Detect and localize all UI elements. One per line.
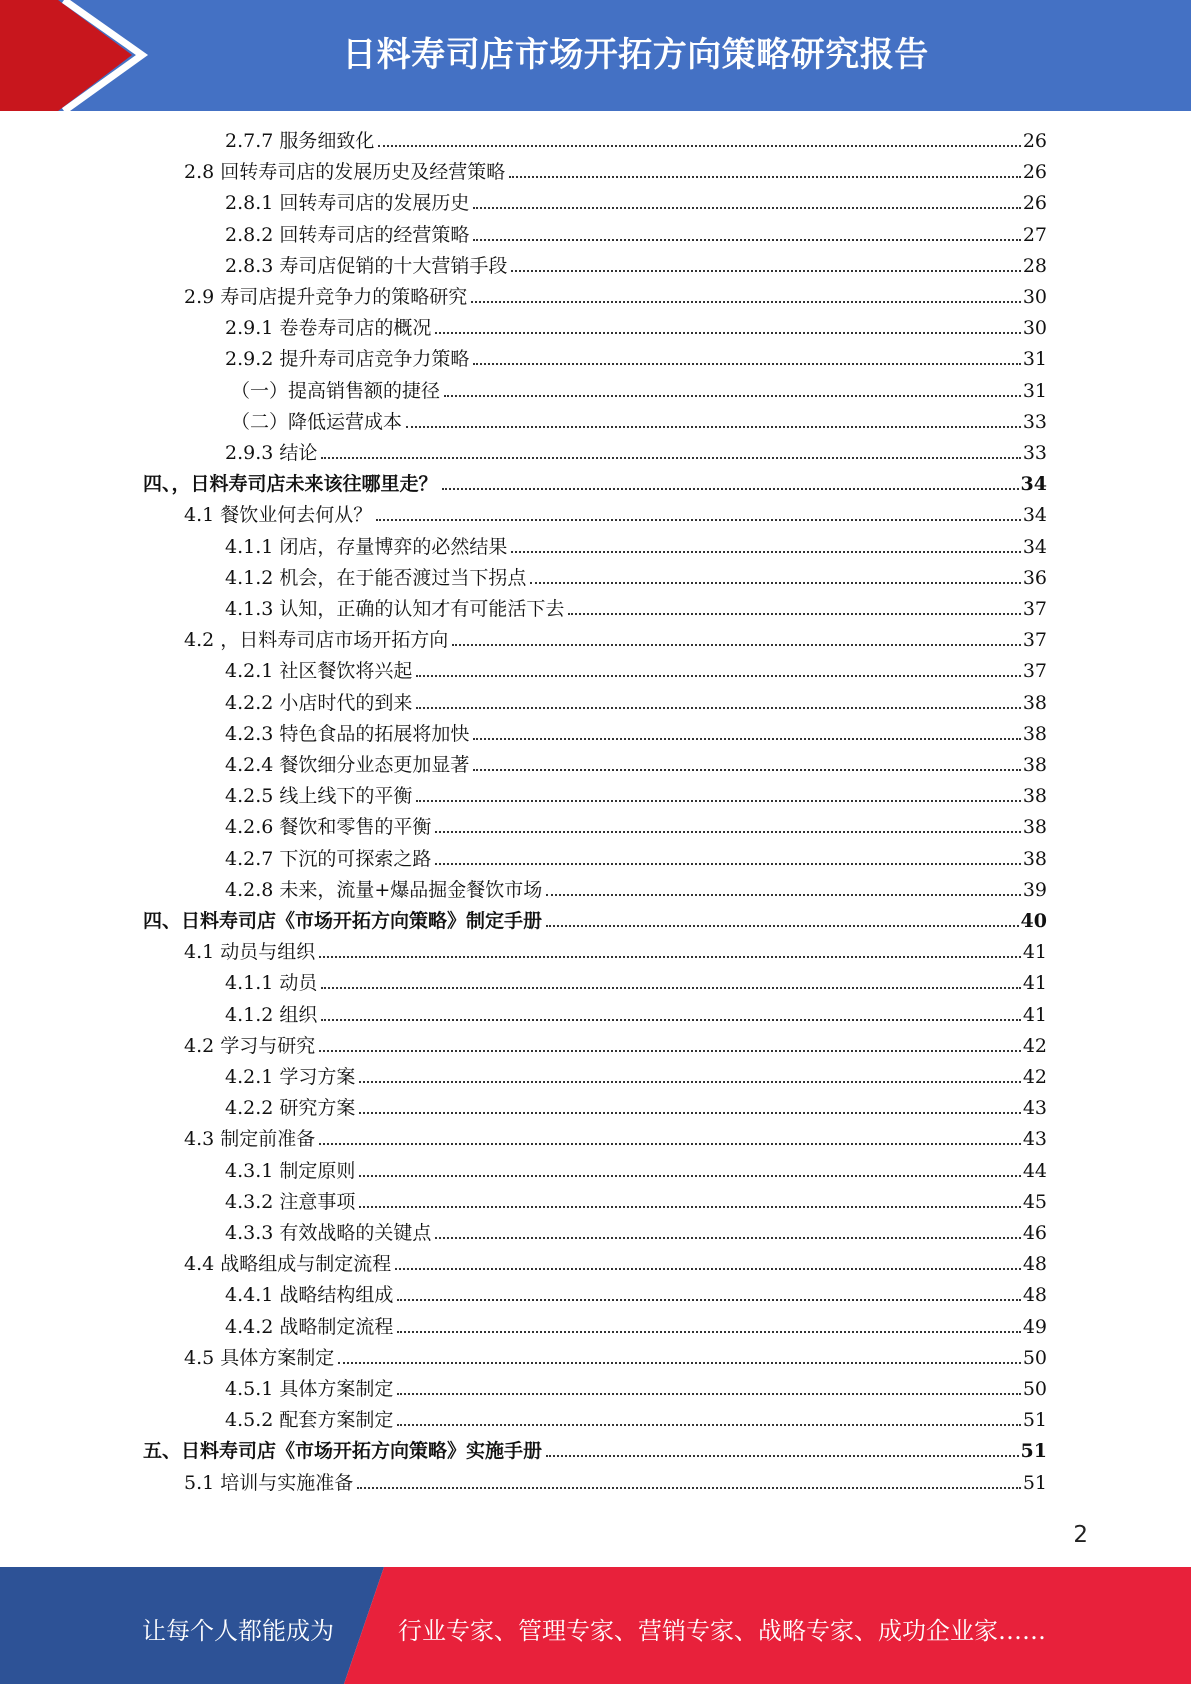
toc-entry-label: 4.2.6 餐饮和零售的平衡 [225, 816, 432, 839]
toc-dot-leader [435, 1237, 1020, 1239]
toc-entry-page: 30 [1022, 317, 1047, 340]
toc-entry-page: 31 [1022, 348, 1047, 371]
toc-entry[interactable] [225, 1312, 1047, 1343]
toc-entry-label: 4.2.8 未来，流量+爆品掘金餐饮市场 [225, 878, 543, 901]
toc-entry-page: 33 [1022, 410, 1047, 433]
toc-entry-page: 42 [1022, 1034, 1047, 1057]
toc-dot-leader [338, 1362, 1021, 1364]
toc-entry-page: 38 [1022, 816, 1047, 839]
toc-entry[interactable] [225, 750, 1047, 781]
toc-entry-label: 4.5 具体方案制定 [184, 1346, 335, 1369]
toc-entry[interactable] [184, 1249, 1047, 1280]
toc-entry-label: 2.8.2 回转寿司店的经营策略 [225, 223, 470, 246]
toc-dot-leader [397, 1424, 1020, 1426]
toc-entry[interactable] [231, 376, 1047, 407]
toc-entry-label: 四、日料寿司店《市场开拓方向策略》制定手册 [143, 910, 543, 932]
toc-entry-label: 4.4.2 战略制定流程 [225, 1315, 394, 1338]
toc-entry-page: 38 [1022, 754, 1047, 776]
toc-entry[interactable] [225, 781, 1047, 812]
toc-dot-leader [397, 1393, 1020, 1395]
toc-entry[interactable] [225, 1280, 1047, 1311]
toc-entry-page: 38 [1022, 847, 1047, 870]
toc-entry[interactable] [225, 719, 1047, 750]
toc-entry-page: 37 [1022, 660, 1047, 683]
toc-entry-label: 4.1.3 认知，正确的认知才有可能活下去 [225, 598, 565, 620]
toc-entry[interactable] [225, 1374, 1047, 1405]
toc-entry-page: 28 [1022, 254, 1047, 277]
toc-entry[interactable] [143, 469, 1047, 500]
toc-entry[interactable] [225, 1218, 1047, 1249]
toc-dot-leader [435, 831, 1020, 833]
toc-entry-page: 48 [1022, 1253, 1047, 1276]
toc-entry-label: 4.2.2 研究方案 [225, 1097, 356, 1120]
toc-dot-leader [319, 956, 1021, 958]
toc-entry[interactable] [225, 968, 1047, 999]
toc-entry-label: 4.1.1 动员 [225, 972, 318, 995]
page-number: 2 [1073, 1522, 1088, 1548]
toc-entry[interactable] [225, 1062, 1047, 1093]
toc-entry-page: 31 [1022, 379, 1047, 402]
toc-entry[interactable] [225, 1000, 1047, 1031]
toc-entry-page: 43 [1022, 1097, 1047, 1120]
toc-dot-leader [359, 1175, 1020, 1177]
toc-entry[interactable] [225, 344, 1047, 375]
toc-entry-page: 50 [1022, 1378, 1047, 1400]
toc-entry-label: 4.3 制定前准备 [184, 1128, 316, 1151]
toc-entry-page: 38 [1022, 691, 1047, 714]
toc-dot-leader [435, 863, 1020, 865]
toc-dot-leader [319, 1050, 1021, 1052]
toc-dot-leader [416, 707, 1020, 709]
toc-dot-leader [416, 675, 1020, 677]
toc-entry-label: 4.5.1 具体方案制定 [225, 1378, 394, 1400]
toc-entry-page: 51 [1020, 1440, 1047, 1463]
toc-entry-page: 34 [1020, 473, 1047, 496]
toc-entry-page: 26 [1022, 130, 1047, 152]
toc-dot-leader [473, 207, 1020, 209]
toc-dot-leader [530, 582, 1020, 584]
toc-dot-leader [511, 551, 1020, 553]
toc-entry-label: 4.2.1 社区餐饮将兴起 [225, 660, 413, 683]
toc-dot-leader [321, 457, 1020, 459]
toc-entry[interactable] [225, 1156, 1047, 1187]
toc-entry-label: 2.9 寿司店提升竞争力的策略研究 [184, 286, 468, 308]
toc-entry-page: 27 [1022, 223, 1047, 246]
toc-entry-page: 38 [1022, 785, 1047, 808]
toc-dot-leader [357, 1487, 1021, 1489]
toc-dot-leader [321, 1019, 1020, 1021]
toc-dot-leader [416, 800, 1020, 802]
toc-entry-page: 49 [1022, 1315, 1047, 1338]
toc-entry[interactable] [225, 656, 1047, 687]
toc-entry[interactable] [225, 1093, 1047, 1124]
toc-entry[interactable] [184, 937, 1047, 968]
toc-entry-label: 4.4 战略组成与制定流程 [184, 1253, 392, 1276]
toc-entry[interactable] [184, 500, 1047, 531]
toc-entry-page: 42 [1022, 1066, 1047, 1088]
toc-entry[interactable] [225, 220, 1047, 251]
toc-dot-leader [397, 1331, 1020, 1333]
toc-dot-leader [473, 363, 1020, 365]
toc-entry[interactable] [225, 563, 1047, 594]
toc-entry-label: 4.4.1 战略结构组成 [225, 1284, 394, 1307]
toc-entry-label: 2.8.1 回转寿司店的发展历史 [225, 192, 470, 215]
toc-entry[interactable] [225, 126, 1047, 157]
toc-entry-label: 4.2 ，日料寿司店市场开拓方向 [184, 629, 449, 652]
toc-entry[interactable] [184, 1031, 1047, 1062]
toc-entry-page: 41 [1022, 972, 1047, 995]
toc-entry[interactable] [225, 688, 1047, 719]
toc-dot-leader [546, 894, 1021, 896]
toc-dot-leader [546, 1455, 1019, 1457]
toc-entry-label: 4.2.3 特色食品的拓展将加快 [225, 722, 470, 745]
footer-slogan-right: 行业专家、管理专家、营销专家、战略专家、成功企业家…… [398, 1617, 1046, 1645]
toc-entry-label: 4.2.2 小店时代的到来 [225, 691, 413, 714]
toc-entry[interactable] [225, 313, 1047, 344]
toc-dot-leader [397, 1299, 1020, 1301]
toc-entry-label: 2.8 回转寿司店的发展历史及经营策略 [184, 161, 506, 184]
toc-entry[interactable] [143, 1436, 1047, 1467]
toc-entry-page: 41 [1022, 1003, 1047, 1026]
toc-entry[interactable] [184, 1343, 1047, 1374]
toc-entry-label: 2.9.2 提升寿司店竞争力策略 [225, 348, 470, 371]
page-header [0, 0, 1191, 111]
toc-entry-page: 34 [1022, 535, 1047, 558]
toc-entry-label: 4.1 餐饮业何去何从？ [184, 504, 373, 527]
toc-entry-label: 4.3.1 制定原则 [225, 1159, 356, 1182]
toc-dot-leader [473, 738, 1020, 740]
toc-entry[interactable] [184, 1124, 1047, 1155]
toc-entry-label: 2.9.3 结论 [225, 442, 318, 464]
toc-dot-leader [442, 488, 1019, 490]
toc-entry-label: 4.2.5 线上线下的平衡 [225, 785, 413, 808]
toc-entry-page: 40 [1020, 910, 1047, 932]
toc-entry-label: 2.8.3 寿司店促销的十大营销手段 [225, 254, 508, 277]
toc-dot-leader [568, 613, 1020, 615]
toc-entry-page: 34 [1022, 504, 1047, 527]
toc-dot-leader [473, 769, 1020, 771]
toc-entry-label: 4.2 学习与研究 [184, 1034, 316, 1057]
toc-entry-label: 4.1.2 组织 [225, 1003, 318, 1026]
toc-entry-page: 50 [1022, 1346, 1047, 1369]
footer-slogan-left: 让每个人都能成为 [142, 1617, 334, 1645]
toc-entry-label: 5.1 培训与实施准备 [184, 1471, 354, 1494]
toc-entry-label: 4.5.2 配套方案制定 [225, 1409, 394, 1432]
toc-entry-page: 38 [1022, 722, 1047, 745]
document-title: 日料寿司店市场开拓方向策略研究报告 [342, 35, 929, 75]
toc-entry[interactable] [225, 251, 1047, 282]
toc-entry-label: 4.3.3 有效战略的关键点 [225, 1222, 432, 1244]
toc-entry[interactable] [225, 1187, 1047, 1218]
toc-dot-leader [406, 426, 1021, 428]
toc-entry-page: 44 [1022, 1159, 1047, 1182]
toc-dot-leader [471, 301, 1021, 303]
toc-dot-leader [378, 145, 1020, 147]
toc-entry-label: 4.2.7 下沉的可探索之路 [225, 847, 432, 870]
toc-dot-leader [546, 925, 1019, 927]
toc-entry[interactable] [225, 594, 1047, 625]
toc-entry-page: 37 [1022, 629, 1047, 652]
toc-dot-leader [321, 987, 1020, 989]
toc-entry[interactable] [225, 812, 1047, 843]
toc-entry-label: 2.7.7 服务细致化 [225, 130, 375, 152]
toc-entry-page: 41 [1022, 941, 1047, 964]
toc-entry[interactable] [225, 188, 1047, 219]
toc-dot-leader [444, 395, 1021, 397]
page-footer [0, 1567, 1191, 1684]
toc-entry-label: 四、，日料寿司店未来该往哪里走？ [143, 473, 438, 496]
toc-dot-leader [435, 332, 1020, 334]
toc-entry-label: 4.2.1 学习方案 [225, 1066, 356, 1088]
toc-dot-leader [509, 176, 1021, 178]
toc-entry[interactable] [225, 875, 1047, 906]
toc-entry-page: 33 [1022, 442, 1047, 464]
toc-entry-page: 39 [1022, 878, 1047, 901]
toc-entry[interactable] [231, 407, 1047, 438]
toc-entry-page: 26 [1022, 161, 1047, 184]
toc-dot-leader [473, 239, 1020, 241]
toc-entry-page: 36 [1022, 566, 1047, 589]
toc-entry-page: 43 [1022, 1128, 1047, 1151]
toc-dot-leader [376, 519, 1021, 521]
toc-entry-label: 4.3.2 注意事项 [225, 1190, 356, 1213]
toc-entry-label: 4.1.1 闭店，存量博弈的必然结果 [225, 535, 508, 558]
toc-dot-leader [395, 1268, 1021, 1270]
toc-entry-label: （二）降低运营成本 [231, 410, 403, 433]
toc-dot-leader [359, 1081, 1020, 1083]
toc-entry[interactable] [184, 282, 1047, 313]
toc-entry[interactable] [184, 1468, 1047, 1499]
toc-dot-leader [359, 1112, 1020, 1114]
toc-entry-label: 五、日料寿司店《市场开拓方向策略》实施手册 [143, 1440, 543, 1463]
toc-entry-page: 51 [1022, 1409, 1047, 1432]
toc-entry[interactable] [225, 1405, 1047, 1436]
toc-dot-leader [511, 270, 1020, 272]
toc-entry[interactable] [225, 844, 1047, 875]
toc-entry-page: 45 [1022, 1190, 1047, 1213]
toc-entry-label: 2.9.1 卷卷寿司店的概况 [225, 317, 432, 340]
toc-entry-label: 4.1 动员与组织 [184, 941, 316, 964]
toc-entry-page: 46 [1022, 1222, 1047, 1244]
toc-entry[interactable] [143, 906, 1047, 937]
toc-entry-label: 4.1.2 机会，在于能否渡过当下拐点 [225, 566, 527, 589]
toc-dot-leader [319, 1143, 1021, 1145]
toc-entry-label: （一）提高销售额的捷径 [231, 379, 441, 402]
toc-entry[interactable] [225, 532, 1047, 563]
toc-entry[interactable] [184, 625, 1047, 656]
toc-entry[interactable] [225, 438, 1047, 469]
toc-dot-leader [452, 644, 1021, 646]
toc-dot-leader [359, 1206, 1020, 1208]
toc-entry-label: 4.2.4 餐饮细分业态更加显著 [225, 754, 470, 776]
toc-entry-page: 51 [1022, 1471, 1047, 1494]
toc-entry-page: 48 [1022, 1284, 1047, 1307]
toc-entry-page: 30 [1022, 286, 1047, 308]
toc-entry-page: 26 [1022, 192, 1047, 215]
toc-entry[interactable] [184, 157, 1047, 188]
toc-entry-page: 37 [1022, 598, 1047, 620]
